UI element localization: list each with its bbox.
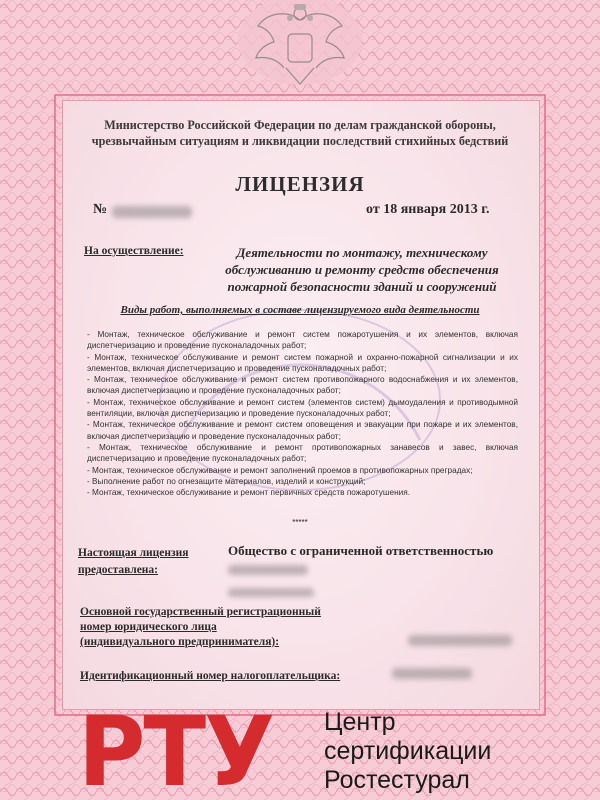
redacted-ogrn bbox=[408, 635, 512, 646]
brand-name-line3: Ростестурал bbox=[324, 766, 470, 794]
list-item: - Выполнение работ по огнезащите материалов, изделий и конструкций; bbox=[87, 476, 366, 486]
brand-name-line2: сертификации bbox=[324, 737, 492, 765]
inn-label: Идентификационный номер налогоплательщика: bbox=[80, 670, 341, 682]
issuing-ministry: Министерство Российской Федерации по делам гражданской обороны, чрезвычайным ситуациям и ликвидации последствий стихийных бедствий bbox=[91, 118, 509, 148]
brand-logo: РТУ bbox=[78, 695, 274, 800]
works-heading: Виды работ, выполняемых в составе лицензируемого вида деятельности bbox=[120, 304, 480, 316]
list-item: - Монтаж, техническое обслуживание и ремонт систем пожаротушения и их элементов, включая диспетчеризацию и проведение пусконаладочных работ; bbox=[87, 330, 518, 351]
ogrn-label-line3: (индивидуального предпринимателя): bbox=[80, 636, 280, 648]
works-list bbox=[87, 329, 518, 498]
list-item: - Монтаж, техническое обслуживание и ремонт систем противопожарного водоснабжения и их элементов, включая диспетчеризацию и проведение пусконаладочных работ; bbox=[87, 375, 518, 396]
document-title: ЛИЦЕНЗИЯ bbox=[235, 172, 365, 196]
licensee-org-name: Общество с ограниченной ответственностью bbox=[228, 543, 494, 558]
brand-name bbox=[324, 708, 491, 795]
licensee-label-line1: Настоящая лицензия bbox=[78, 547, 189, 559]
list-item: - Монтаж, техническое обслуживание и ремонт систем пожарной и охранно-пожарной сигнализации и их элементов, включая диспетчеризацию и проведение пусконаладочных работ; bbox=[87, 352, 518, 373]
activity-label: На осуществление: bbox=[84, 245, 184, 257]
license-number-label: № bbox=[93, 202, 108, 217]
issue-date: от 18 января 2013 г. bbox=[366, 202, 490, 217]
list-item: - Монтаж, техническое обслуживание и ремонт систем (элементов систем) дымоудаления и противодымной вентиляции, включая диспетчеризацию и проведение пусконаладочных работ; bbox=[87, 397, 518, 419]
brand-overlay bbox=[0, 695, 600, 800]
ogrn-label-line2: номер юридического лица bbox=[80, 621, 217, 633]
redacted-inn bbox=[392, 668, 472, 679]
ogrn-label bbox=[80, 605, 321, 650]
list-item: - Монтаж, техническое обслуживание и ремонт противопожарных занавесов и завес, включая диспетчеризацию и проведение пусконаладочных работ; bbox=[87, 442, 518, 464]
licensee-label-line2: предоставлена: bbox=[78, 564, 159, 576]
section-separator: ***** bbox=[292, 518, 308, 527]
coat-of-arms-icon bbox=[228, 0, 372, 100]
list-item: - Монтаж, техническое обслуживание и ремонт систем оповещения и эвакуации при пожаре и их элементов, включая диспетчеризацию и проведение пусконаладочных работ; bbox=[87, 420, 518, 441]
redacted-org-name bbox=[228, 565, 308, 575]
licensee-label bbox=[78, 545, 189, 579]
redacted-address bbox=[228, 588, 314, 597]
list-item: - Монтаж, техническое обслуживание и ремонт первичных средств пожаротушения. bbox=[87, 488, 411, 498]
activity-description: Деятельности по монтажу, техническому обслуживанию и ремонту средств обеспечения пожарной безопасности зданий и сооружений bbox=[225, 245, 499, 294]
ogrn-label-line1: Основной государственный регистрационный bbox=[80, 606, 321, 618]
list-item: - Монтаж, техническое обслуживание и ремонт заполнений проемов в противопожарных преградах; bbox=[87, 465, 473, 475]
redacted-license-number bbox=[112, 206, 192, 218]
brand-name-line1: Центр bbox=[324, 708, 396, 736]
